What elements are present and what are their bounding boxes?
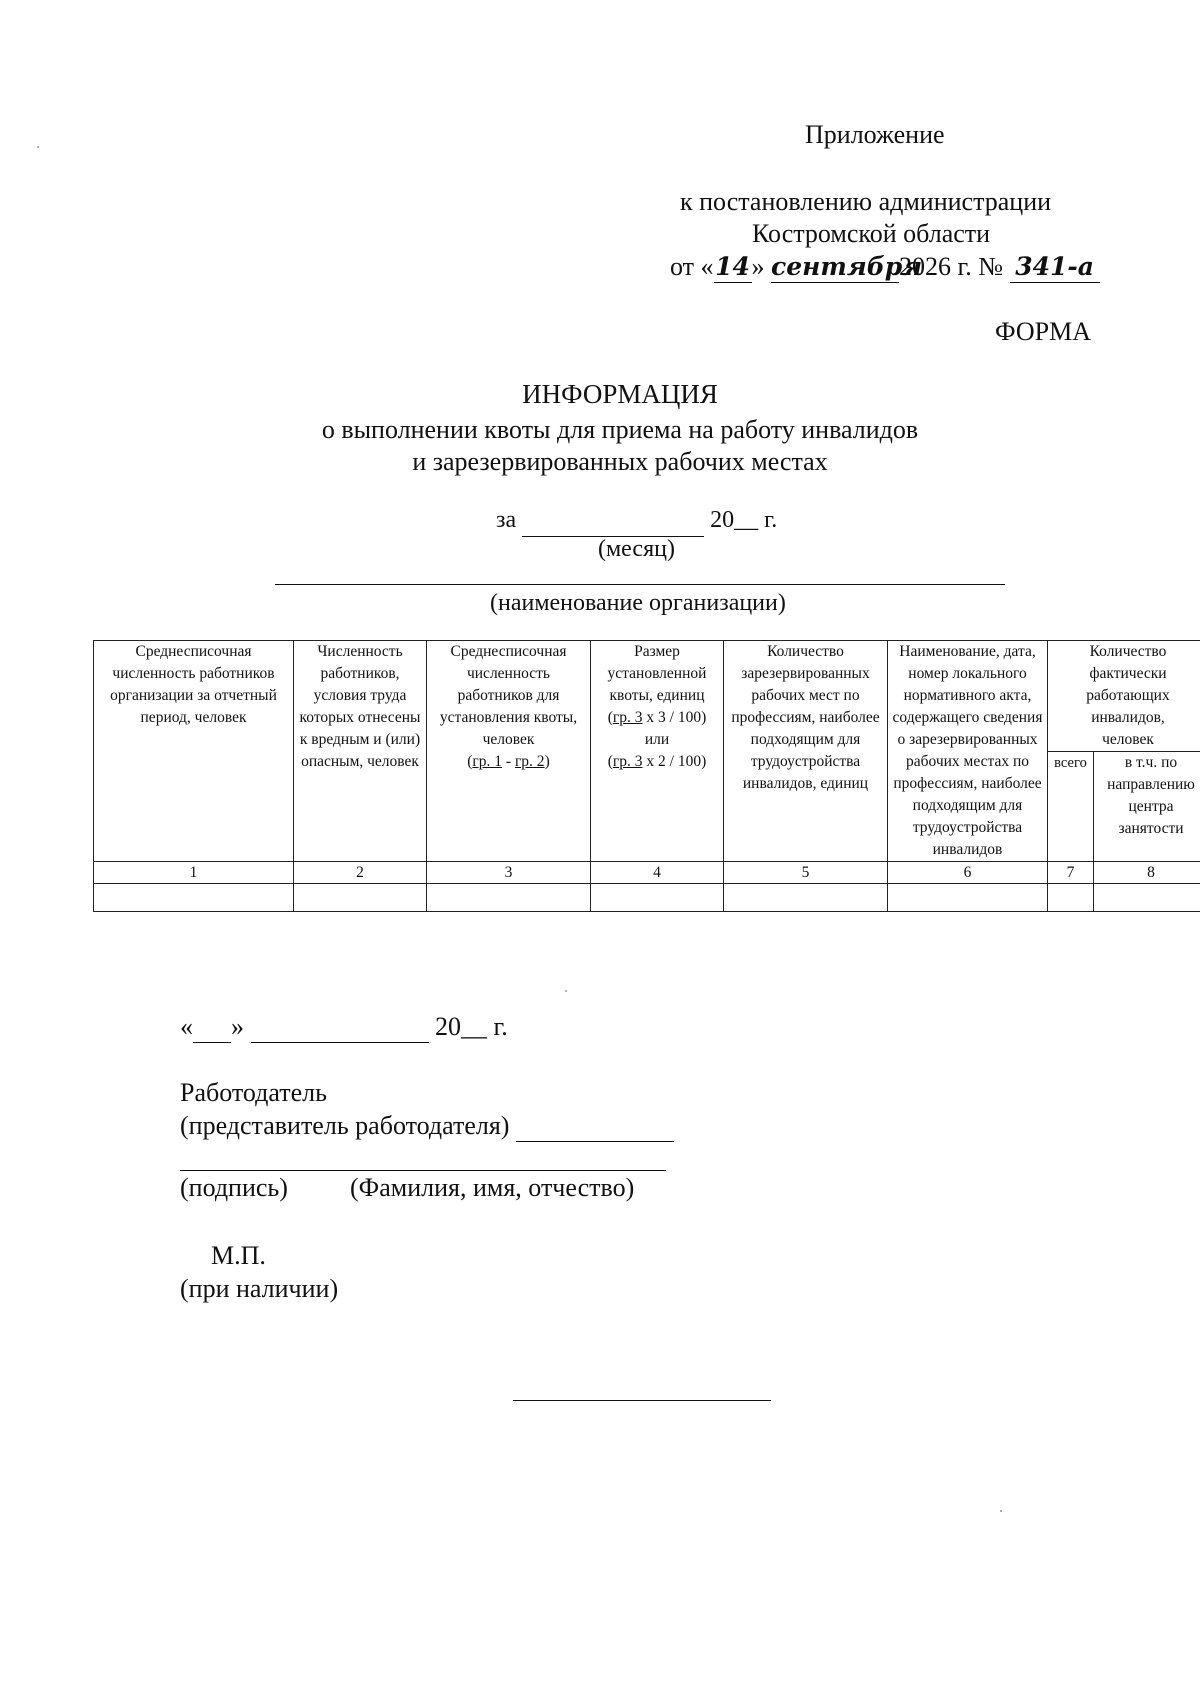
column-number: 5 [724, 862, 888, 884]
signature-date-line: « » 20__ г. [180, 1012, 508, 1041]
scan-speck [1000, 1510, 1002, 1512]
title-line-2: о выполнении квоты для приема на работу инвалидов [321, 415, 919, 444]
handwritten-decree-number: 341-а [1010, 252, 1100, 283]
employer-representative-line [180, 1111, 674, 1142]
seal-label: М.П. [211, 1241, 266, 1270]
header-col-3-text: Среднесписочная численность работников для установления квоты, человек [439, 643, 578, 748]
column-number: 7 [1048, 862, 1094, 884]
handwritten-month: сентября [771, 252, 923, 281]
subheader-employment-center: в т.ч. по направлению центра занятости [1094, 752, 1200, 862]
column-number: 3 [427, 862, 591, 884]
column-number: 6 [888, 862, 1048, 884]
closing-separator-line [513, 1400, 771, 1401]
header-col-6: Наименование, дата, номер локального нормативного акта, содержащего сведения о зарезервированных рабочих местах по профессиям, наиболее подходящим для трудоустройства инвалидов [888, 641, 1048, 862]
period-year: 20__ г. [710, 507, 778, 533]
column-number: 8 [1094, 862, 1200, 884]
column-number: 1 [94, 862, 294, 884]
appendix-label: Приложение [805, 120, 945, 149]
col3-ref-2: гр. 2 [514, 753, 545, 770]
col4-ref-1: гр. 3 [612, 709, 643, 726]
full-name-caption: (Фамилия, имя, отчество) [350, 1173, 635, 1202]
table-cell [591, 884, 724, 912]
table-cell [724, 884, 888, 912]
date-year: 2026 г. № [899, 252, 1004, 281]
organization-name-line [275, 584, 1005, 585]
handwritten-day: 14 [715, 252, 750, 281]
decree-line-1: к постановлению администрации [680, 187, 1052, 216]
scan-speck [37, 146, 39, 148]
scan-speck [565, 990, 567, 992]
position-blank [516, 1111, 674, 1142]
date-prefix: от « [670, 252, 714, 281]
table-cell [1094, 884, 1200, 912]
employer-representative-label: (представитель работодателя) [180, 1111, 510, 1140]
header-col-3: Среднесписочная численность работников для установления квоты, человек (гр. 1 - гр. 2) [427, 641, 591, 862]
month-blank [522, 508, 704, 537]
signature-line [180, 1170, 666, 1171]
form-label: ФОРМА [995, 317, 1091, 346]
header-col-4: Размер установленной квоты, единиц (гр. 3 х 3 / 100) или (гр. 3 х 2 / 100) [591, 641, 724, 862]
title-line-3: и зарезервированных рабочих местах [412, 447, 828, 476]
decree-date-line [670, 252, 1100, 283]
col3-ref-1: гр. 1 [472, 753, 503, 770]
employer-label: Работодатель [180, 1078, 327, 1107]
table-cell [94, 884, 294, 912]
table-cell [294, 884, 427, 912]
header-col-1: Среднесписочная численность работников организации за отчетный период, человек [94, 641, 294, 862]
table-cell [1048, 884, 1094, 912]
month-blank-signature [251, 1012, 429, 1043]
signature-caption: (подпись) [180, 1173, 288, 1202]
column-number: 4 [591, 862, 724, 884]
day-blank [193, 1012, 231, 1043]
date-mid: » [751, 252, 765, 281]
header-col-2: Численность работников, условия труда которых отнесены к вредным и (или) опасным, человек [294, 641, 427, 862]
column-number: 2 [294, 862, 427, 884]
header-col-7-8: Количество фактически работающих инвалидов, человек [1048, 641, 1200, 752]
period-prefix: за [496, 507, 517, 533]
period-line [496, 506, 777, 537]
organization-caption: (наименование организации) [490, 590, 786, 616]
header-col-5: Количество зарезервированных рабочих мест по профессиям, наиболее подходящим для трудоустройства инвалидов, единиц [724, 641, 888, 862]
seal-note: (при наличии) [180, 1274, 339, 1303]
table-cell [888, 884, 1048, 912]
col4-or: или [644, 731, 670, 748]
signature-year: 20__ г. [435, 1012, 508, 1041]
col4-ref-2: гр. 3 [612, 753, 643, 770]
subheader-total: всего [1048, 752, 1094, 862]
decree-line-2: Костромской области [752, 219, 991, 248]
document-title: ИНФОРМАЦИЯ [522, 379, 718, 409]
header-col-4-text: Размер установленной квоты, единиц [607, 643, 707, 704]
table-cell [427, 884, 591, 912]
month-caption: (месяц) [598, 536, 675, 562]
table-row [94, 884, 1200, 912]
quota-table [93, 640, 1200, 912]
